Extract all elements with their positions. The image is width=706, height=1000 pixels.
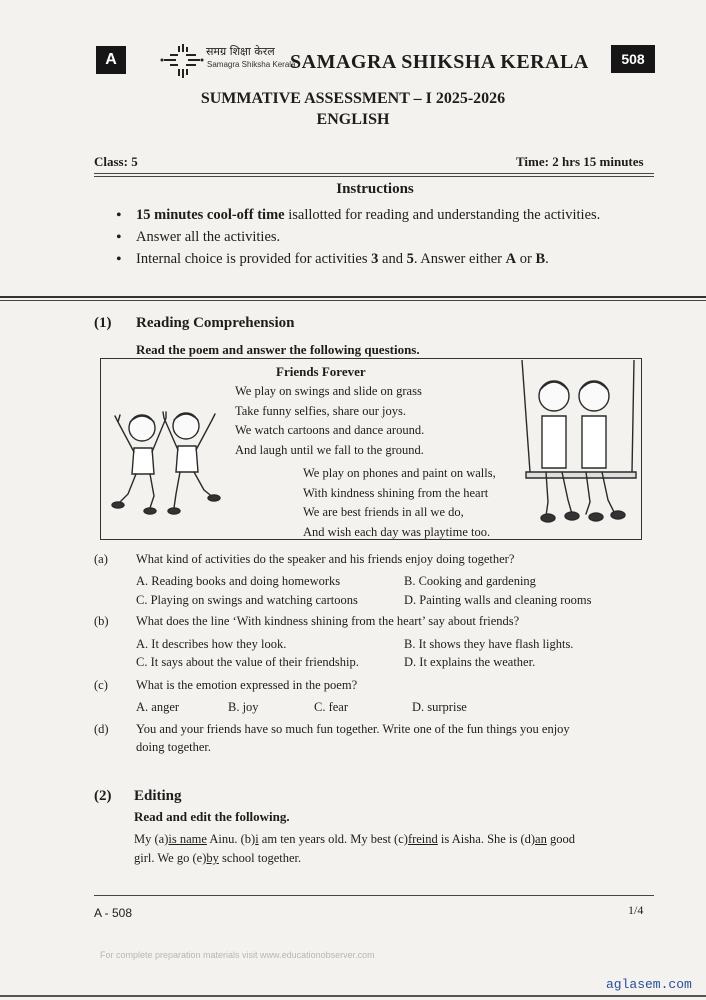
question-c-label: (c) [94, 678, 108, 692]
page-edge [0, 995, 706, 997]
editing-passage-line-2 [134, 851, 301, 866]
passage-text: My (a) [134, 832, 169, 846]
instruction-item [114, 228, 654, 247]
section2-title: Editing [134, 788, 182, 804]
passage-text: Ainu. (b) [206, 832, 256, 846]
question-d-text-2: doing together. [136, 740, 211, 754]
poem-title: Friends Forever [276, 364, 366, 379]
instruction-text: or [516, 251, 536, 267]
question-b-text: What does the line ‘With kindness shining from the heart’ say about friends? [136, 614, 520, 628]
site-watermark: aglasem.com [606, 977, 692, 992]
time-label: Time: 2 hrs 15 minutes [516, 154, 644, 169]
error-word: is name [168, 832, 207, 846]
option: D. Painting walls and cleaning rooms [404, 593, 592, 607]
poem-line: We play on swings and slide on grass [235, 384, 422, 398]
watermark-text: For complete preparation materials visit www.educationobserver.com [100, 950, 375, 960]
instruction-text: Answer all the activities. [136, 229, 281, 245]
error-word: freind [407, 832, 438, 846]
instruction-item [114, 206, 654, 225]
swing-kids-illustration [516, 360, 638, 536]
option: B. Cooking and gardening [404, 574, 536, 588]
organization-name: SAMAGRA SHIKSHA KERALA [290, 51, 589, 73]
passage-text: am ten years old. My best (c) [258, 832, 408, 846]
poem-stanza-1 [235, 382, 424, 460]
option: D. surprise [412, 700, 467, 714]
section2-direction: Read and edit the following. [134, 809, 290, 824]
logo-sub-text: Samagra Shiksha Kerala [207, 60, 296, 69]
instructions-list [114, 206, 654, 272]
logo-hindi-text: समग्र शिक्षा केरल [206, 45, 275, 58]
question-d-label: (d) [94, 722, 109, 736]
exam-title: SUMMATIVE ASSESSMENT – I 2025-2026 [200, 90, 506, 107]
error-word: i [255, 832, 259, 846]
footer-code: A - 508 [94, 906, 133, 920]
error-word: an [535, 832, 547, 846]
class-label: Class: 5 [94, 154, 138, 169]
passage-text: girl. We go (e) [134, 851, 207, 865]
instructions-divider-2 [0, 300, 706, 301]
question-b-label: (b) [94, 614, 109, 628]
instruction-bold: 15 minutes cool-off time [136, 207, 285, 223]
passage-text: school together. [218, 851, 302, 865]
editing-passage-line-1 [134, 832, 575, 847]
section2-number: (2) [94, 788, 112, 804]
section1-number: (1) [94, 315, 112, 331]
poem-stanza-2 [303, 464, 496, 542]
poem-line: And wish each day was playtime too. [303, 524, 491, 539]
subject-title: ENGLISH [316, 111, 390, 128]
footer-divider [94, 895, 654, 896]
section1-title: Reading Comprehension [136, 315, 295, 331]
instruction-bold: A [505, 251, 517, 267]
option: C. It says about the value of their friendship. [136, 655, 359, 669]
header-divider [94, 173, 654, 174]
header-divider-2 [94, 176, 654, 177]
poem-line: We watch cartoons and dance around. [235, 423, 425, 437]
passage-text: is Aisha. She is (d) [437, 832, 536, 846]
option: C. fear [314, 700, 349, 714]
instruction-text: . [545, 251, 549, 267]
instruction-text: isallotted for reading and understanding the activities. [284, 207, 601, 223]
instruction-bold: B [535, 251, 546, 267]
instructions-title: Instructions [336, 181, 414, 197]
instructions-divider [0, 296, 706, 298]
samagra-logo-icon [160, 44, 204, 78]
paper-code: 508 [611, 45, 655, 73]
option: B. joy [228, 700, 259, 714]
error-word: by [206, 851, 219, 865]
instruction-text: and [378, 251, 407, 267]
instruction-bold: 5 [406, 251, 414, 267]
poem-line: We are best friends in all we do, [303, 505, 464, 519]
poem-line: And laugh until we fall to the ground. [235, 442, 424, 457]
instruction-text: . Answer either [413, 251, 506, 267]
instruction-item [114, 250, 654, 269]
option: A. It describes how they look. [136, 637, 287, 651]
poem-line: We play on phones and paint on walls, [303, 466, 496, 480]
option: B. It shows they have flash lights. [404, 637, 574, 651]
passage-text: good [546, 832, 575, 846]
option: D. It explains the weather. [404, 655, 536, 669]
poem-line: Take funny selfies, share our joys. [235, 403, 406, 418]
instruction-bold: 3 [371, 251, 379, 267]
option: A. Reading books and doing homeworks [136, 574, 341, 588]
page-number: 1/4 [628, 903, 644, 917]
option: A. anger [136, 700, 180, 714]
poem-line: With kindness shining from the heart [303, 485, 489, 500]
question-a-label: (a) [94, 552, 108, 566]
question-c-text: What is the emotion expressed in the poem? [136, 678, 358, 692]
instruction-text: Internal choice is provided for activities [136, 251, 372, 267]
option: C. Playing on swings and watching cartoons [136, 593, 358, 607]
set-label: A [96, 46, 126, 74]
jumping-kids-illustration [106, 398, 226, 528]
section1-direction: Read the poem and answer the following questions. [136, 342, 420, 357]
question-d-text: You and your friends have so much fun together. Write one of the fun things you enjoy [136, 722, 570, 736]
question-a-text: What kind of activities do the speaker and his friends enjoy doing together? [136, 552, 515, 566]
